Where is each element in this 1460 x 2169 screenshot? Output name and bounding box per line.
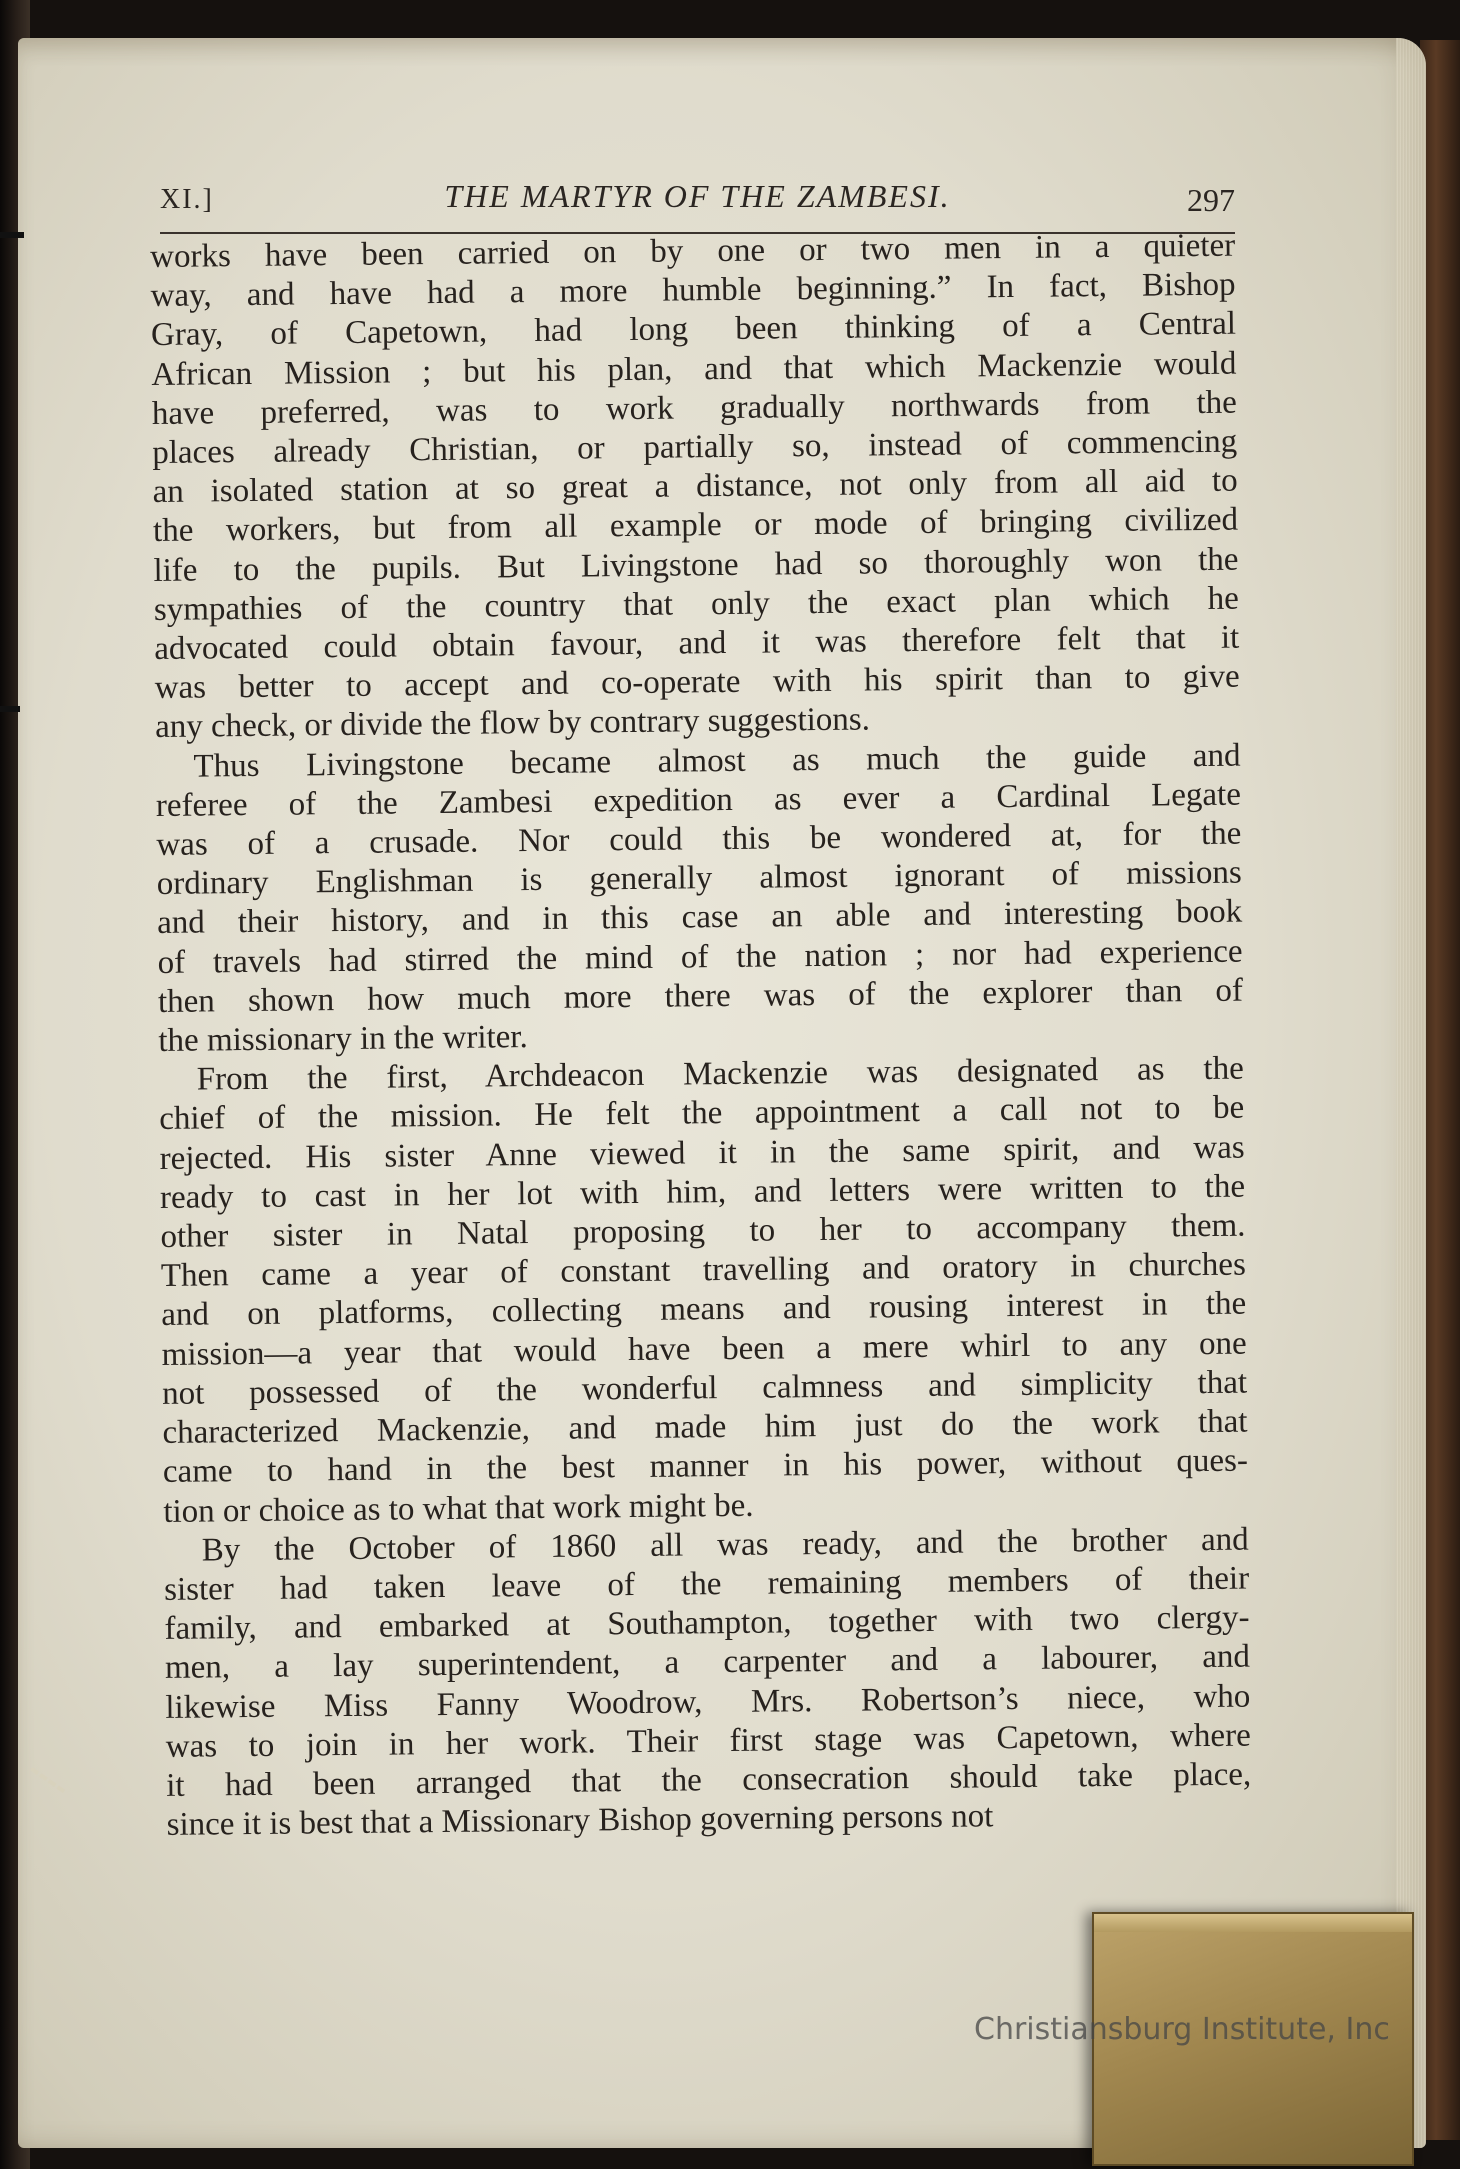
text-line: African Mission ; but his plan, and that which Mackenzie would (151, 345, 1237, 393)
text-line: From the first, Archdeacon Mackenzie was designated as the (196, 1050, 1244, 1098)
text-line: came to hand in the best manner in his power, without ques- (162, 1442, 1249, 1491)
text-line: life to the pupils. But Livingstone had so thoroughly won the (153, 541, 1239, 589)
text-line: family, and embarked at Southampton, together with two clergy- (164, 1599, 1250, 1648)
page-number: 297 (1187, 182, 1235, 218)
text-line: since it is best that a Missionary Bishop governing persons not (166, 1798, 994, 1844)
text-line: was better to accept and co-operate with his spirit than to give (154, 658, 1240, 707)
text-line: way, and have had a more humble beginning.” In fact, Bishop (150, 266, 1236, 315)
text-line: was of a crusade. Nor could this be wondered at, for the (156, 815, 1242, 864)
text-line: Thus Livingstone became almost as much the guide and (193, 737, 1241, 785)
text-line: ready to cast in her lot with him, and letters were written to the (159, 1168, 1246, 1216)
text-line: sympathies of the country that only the exact plan which he (153, 580, 1240, 628)
text-line: it had been arranged that the consecration should take place, (166, 1756, 1252, 1804)
paragraph (155, 736, 1243, 1061)
text-line: then shown how much more there was of the explorer than of (157, 972, 1244, 1020)
text-line: By the October of 1860 all was ready, and the brother and (201, 1521, 1249, 1569)
text-line: advocated could obtain favour, and it was therefore felt that it (154, 619, 1240, 668)
text-line: and on platforms, collecting means and rousing interest in the (161, 1286, 1247, 1334)
paragraph (164, 1520, 1252, 1845)
text-line: ordinary Englishman is generally almost ignorant of missions (156, 854, 1242, 903)
text-line: the workers, but from all example or mode of bringing civilized (152, 502, 1239, 550)
text-line: likewise Miss Fanny Woodrow, Mrs. Robertson’s niece, who (165, 1678, 1251, 1726)
running-title: THE MARTYR OF THE ZAMBESI. (444, 178, 951, 214)
text-line: characterized Mackenzie, and made him just do the work that (162, 1403, 1248, 1452)
text-line: Gray, of Capetown, had long been thinking of a Central (150, 306, 1237, 354)
text-line: not possessed of the wonderful calmness and simplicity that (161, 1364, 1248, 1412)
text-line: referee of the Zambesi expedition as ever a Cardinal Legate (155, 776, 1242, 824)
text-line: any check, or divide the flow by contrary suggestions. (154, 701, 871, 746)
text-line: Then came a year of constant travelling and oratory in churches (160, 1246, 1247, 1295)
text-line: rejected. His sister Anne viewed it in the same spirit, and was (159, 1129, 1245, 1177)
text-line: sister had taken leave of the remaining members of their (163, 1560, 1250, 1608)
running-head (160, 168, 1235, 228)
text-line: mission—a year that would have been a mere whirl to any one (161, 1325, 1247, 1373)
text-line: have preferred, was to work gradually northwards from the (151, 384, 1237, 432)
text-line: and their history, and in this case an able and interesting book (156, 894, 1243, 942)
page-edges (1396, 38, 1426, 2148)
chapter-number: XI.] (160, 184, 214, 215)
text-line: tion or choice as to what that work might be. (163, 1487, 754, 1530)
paragraph (159, 1050, 1249, 1532)
text-line: other sister in Natal proposing to her to accompany them. (160, 1207, 1246, 1256)
text-line: chief of the mission. He felt the appointment a call not to be (159, 1090, 1245, 1138)
text-line: works have been carried on by one or two men in a quieter (150, 227, 1236, 275)
text-line: places already Christian, or partially so, instead of commencing (152, 423, 1238, 472)
text-line: was to join in her work. Their first stage was Capetown, where (165, 1717, 1251, 1765)
book-cover-edge (1420, 40, 1460, 2140)
text-line: the missionary in the writer. (158, 1019, 528, 1060)
text-line: an isolated station at so great a distance, not only from all aid to (152, 462, 1238, 511)
watermark: Christiansburg Institute, Inc (974, 2012, 1390, 2047)
body-text (150, 227, 1252, 1846)
text-line: men, a lay superintendent, a carpenter and a labourer, and (164, 1638, 1251, 1687)
text-line: of travels had stirred the mind of the nation ; nor had experience (157, 933, 1243, 981)
paragraph (150, 227, 1240, 748)
